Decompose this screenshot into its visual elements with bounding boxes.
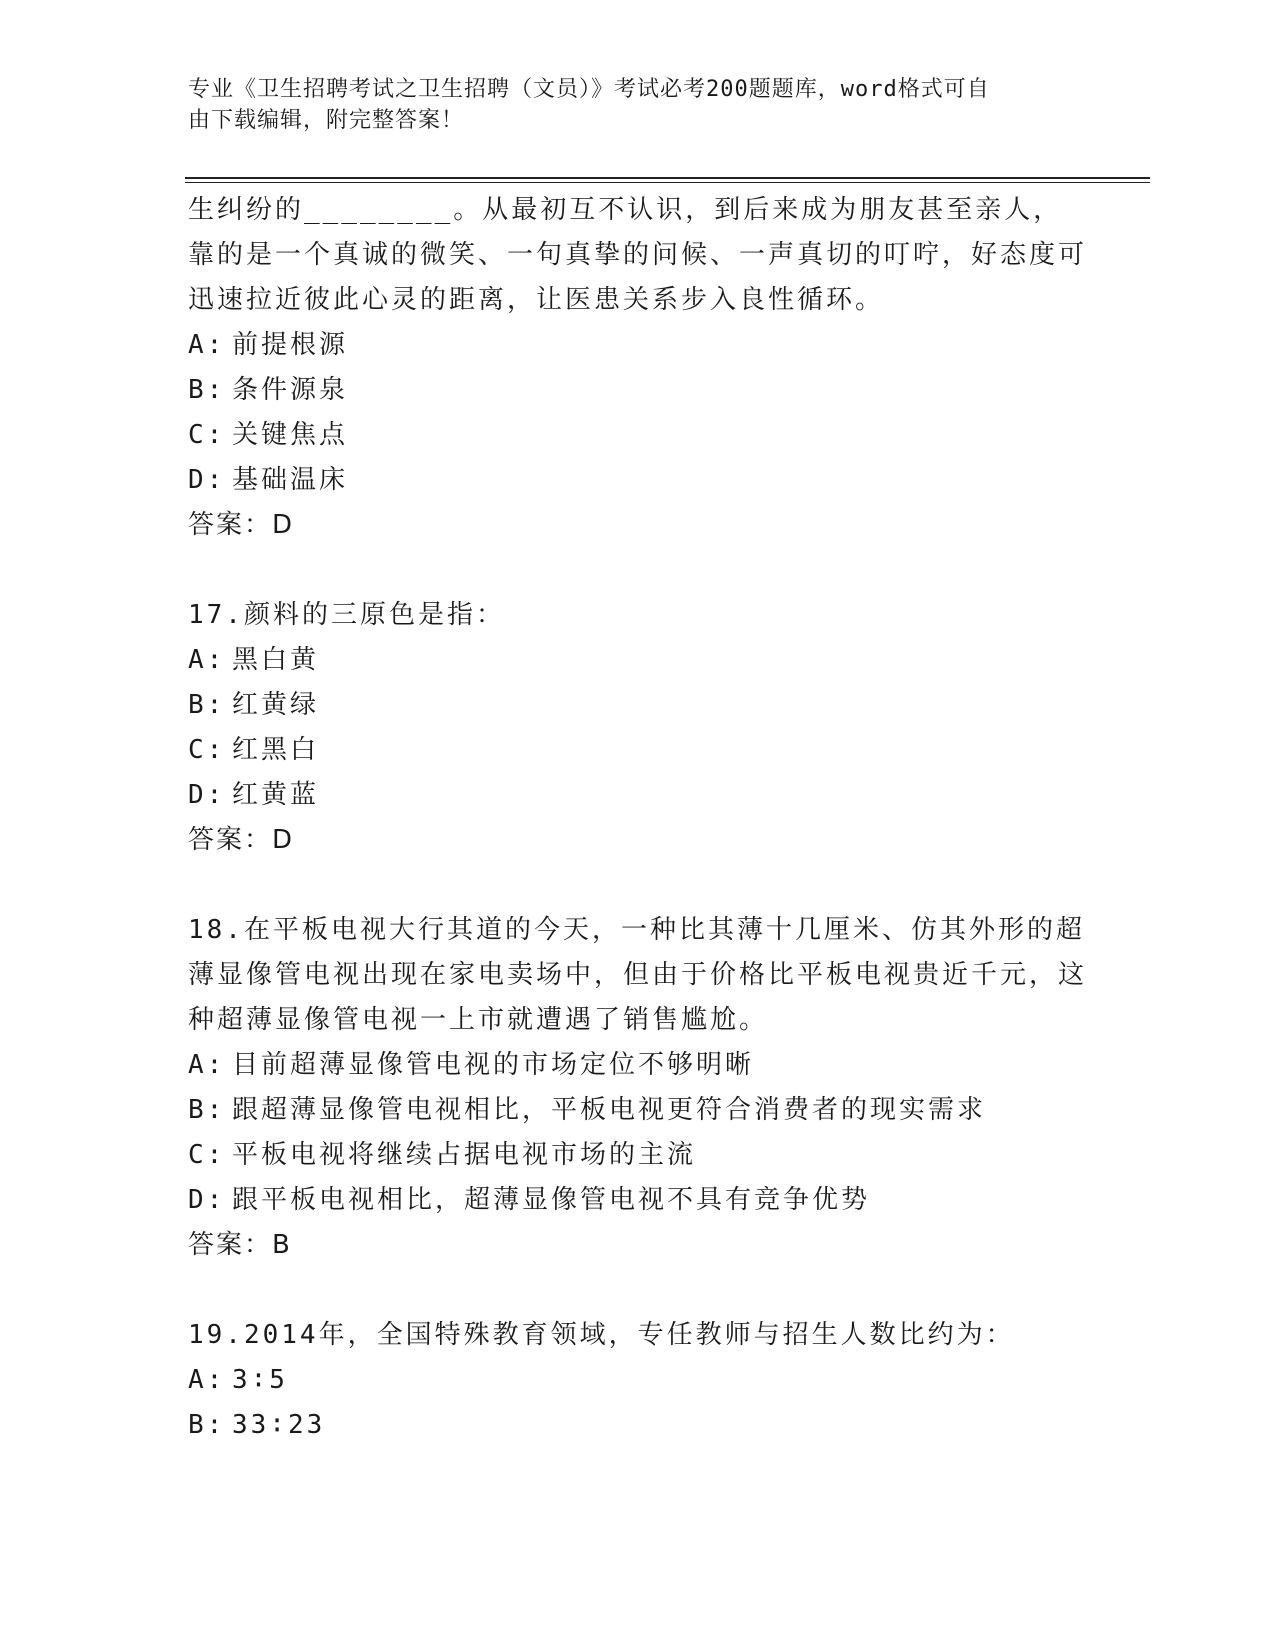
option-text: 跟平板电视相比，超薄显像管电视不具有竞争优势 bbox=[232, 1185, 871, 1215]
option-label: C: bbox=[188, 1140, 226, 1170]
option-text: 跟超薄显像管电视相比，平板电视更符合消费者的现实需求 bbox=[232, 1095, 987, 1125]
question-stem: 生纠纷的________。从最初互不认识，到后来成为朋友甚至亲人，靠的是一个真诚的微笑、一句真挚的问候、一声真切的叮咛，好态度可迅速拉近彼此心灵的距离，让医患关系步入良性循环。 bbox=[188, 195, 1088, 315]
option-label: B: bbox=[188, 1095, 226, 1125]
option-text: 红黑白 bbox=[232, 735, 320, 765]
option-d bbox=[188, 458, 1088, 503]
header-rule-thick bbox=[185, 177, 1150, 179]
answer: 答案：B bbox=[188, 1230, 292, 1260]
option-a bbox=[188, 1358, 1088, 1403]
header-title-line-1: 专业《卫生招聘考试之卫生招聘（文员）》考试必考200题题库，word格式可自 bbox=[188, 77, 990, 102]
spacer bbox=[188, 863, 1088, 908]
option-label: B: bbox=[188, 1410, 226, 1440]
option-text: 红黄绿 bbox=[232, 690, 320, 720]
option-label: D: bbox=[188, 465, 226, 495]
option-text: 目前超薄显像管电视的市场定位不够明晰 bbox=[232, 1050, 755, 1080]
option-text: 红黄蓝 bbox=[232, 780, 320, 810]
question-stem: 18.在平板电视大行其道的今天，一种比其薄十几厘米、仿其外形的超薄显像管电视出现在家电卖场中，但由于价格比平板电视贵近千元，这种超薄显像管电视一上市就遭遇了销售尴尬。 bbox=[188, 915, 1088, 1035]
option-c bbox=[188, 413, 1088, 458]
option-b bbox=[188, 1403, 1088, 1448]
option-b bbox=[188, 683, 1088, 728]
question-18 bbox=[188, 908, 1088, 1268]
option-text: 关键焦点 bbox=[232, 420, 349, 450]
option-label: D: bbox=[188, 1185, 226, 1215]
option-b bbox=[188, 368, 1088, 413]
option-label: A: bbox=[188, 330, 226, 360]
option-text: 基础温床 bbox=[232, 465, 349, 495]
option-label: D: bbox=[188, 780, 226, 810]
option-c bbox=[188, 1133, 1088, 1178]
option-text: 3∶5 bbox=[232, 1365, 288, 1395]
header-rule-thin bbox=[185, 182, 1150, 183]
option-text: 黑白黄 bbox=[232, 645, 320, 675]
question-19 bbox=[188, 1313, 1088, 1448]
question-stem: 17.颜料的三原色是指： bbox=[188, 600, 505, 630]
option-c bbox=[188, 728, 1088, 773]
option-label: C: bbox=[188, 735, 226, 765]
option-b bbox=[188, 1088, 1088, 1133]
header-title-line-2: 由下载编辑，附完整答案！ bbox=[188, 108, 465, 133]
option-label: B: bbox=[188, 690, 226, 720]
option-d bbox=[188, 773, 1088, 818]
option-label: A: bbox=[188, 645, 226, 675]
option-a bbox=[188, 638, 1088, 683]
answer: 答案：D bbox=[188, 825, 295, 855]
option-text: 前提根源 bbox=[232, 330, 349, 360]
option-d bbox=[188, 1178, 1088, 1223]
option-label: A: bbox=[188, 1050, 226, 1080]
option-text: 平板电视将继续占据电视市场的主流 bbox=[232, 1140, 697, 1170]
answer: 答案：D bbox=[188, 510, 295, 540]
question-16 bbox=[188, 188, 1088, 548]
option-a bbox=[188, 323, 1088, 368]
question-stem: 19.2014年，全国特殊教育领域，专任教师与招生人数比约为： bbox=[188, 1320, 1015, 1350]
option-text: 条件源泉 bbox=[232, 375, 349, 405]
option-label: A: bbox=[188, 1365, 226, 1395]
document-header bbox=[188, 74, 1068, 136]
question-content bbox=[188, 188, 1088, 1448]
option-label: C: bbox=[188, 420, 226, 450]
option-label: B: bbox=[188, 375, 226, 405]
spacer bbox=[188, 1268, 1088, 1313]
question-17 bbox=[188, 593, 1088, 863]
option-a bbox=[188, 1043, 1088, 1088]
spacer bbox=[188, 548, 1088, 593]
option-text: 33∶23 bbox=[232, 1410, 326, 1440]
